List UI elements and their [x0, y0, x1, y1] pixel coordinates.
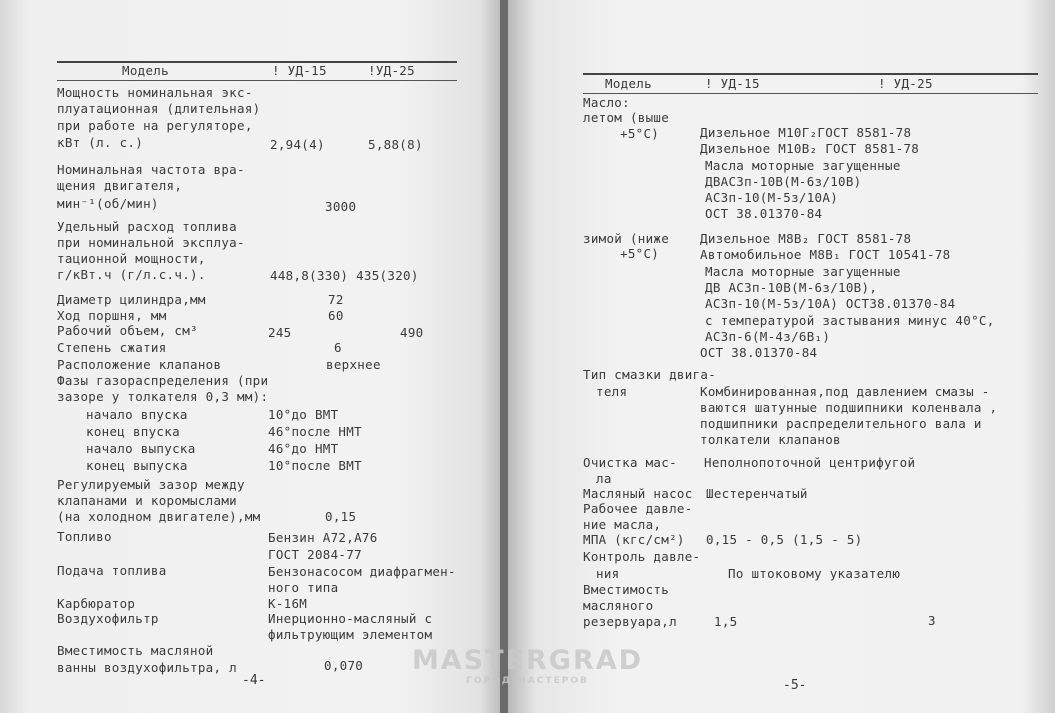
- lube-type-value: Комбинированная,под давлением смазы -: [700, 384, 990, 399]
- header-rule-bottom: [57, 80, 457, 81]
- pressure-control-label: ния: [596, 566, 620, 581]
- watermark-main: MASTERGRAD: [411, 645, 644, 676]
- lube-type-label: теля: [596, 384, 628, 399]
- fuel-value: Бензин А72,А76: [268, 530, 378, 545]
- volume-ud15: 245: [268, 325, 292, 340]
- stroke-label: Ход поршня, мм: [57, 308, 167, 323]
- pressure-control-value: По штоковому указателю: [728, 566, 901, 581]
- tank-label: Вместимость: [583, 582, 670, 597]
- rpm-value: 3000: [325, 199, 357, 214]
- air-filter-value: Инерционно-масляный с: [268, 611, 433, 626]
- winter-oil: АСЗп-10(М-5з/10А) ОСТ38.01370-84: [705, 296, 956, 311]
- intake-close-value: 46°после НМТ: [268, 424, 362, 439]
- volume-label: Рабочий объем, см³: [57, 323, 198, 338]
- volume-ud25: 490: [400, 325, 424, 340]
- oil-pressure-label: Рабочее давле-: [583, 501, 693, 516]
- tank-label: масляного: [583, 598, 654, 613]
- summer-oil: ДВАСЗп-10В(М-6з/10В): [705, 174, 862, 189]
- winter-oil: ДВ АСЗп-10В(М-6з/10В),: [705, 280, 878, 295]
- oil-pressure-label: МПА (кгс/см²): [583, 532, 685, 547]
- power-ud25: 5,88(8): [368, 137, 423, 152]
- power-label: Мощность номинальная экс-: [57, 85, 253, 100]
- clearance-label: (на холодном двигателе),мм: [57, 509, 261, 524]
- fuel-label: Топливо: [57, 529, 112, 544]
- compression-label: Степень сжатия: [57, 340, 167, 355]
- page-number: -5-: [783, 678, 807, 693]
- summer-oil: АСЗп-10(М-5з/10А): [705, 190, 839, 205]
- bore-value: 72: [328, 292, 344, 307]
- fuel-rate-label: г/кВт.ч (г/л.с.ч.).: [57, 267, 206, 282]
- oil-bath-label: Вместимость масляной: [57, 643, 214, 658]
- book-gutter: [500, 0, 508, 713]
- exhaust-open-label: начало выпуска: [86, 441, 196, 456]
- timing-label: зазоре у толкателя 0,3 мм):: [57, 389, 269, 404]
- winter-oil: ОСТ 38.01370-84: [700, 345, 818, 360]
- clearance-value: 0,15: [325, 509, 357, 524]
- exhaust-close-label: конец выпуска: [86, 458, 188, 473]
- compression-value: 6: [334, 340, 342, 355]
- air-filter-label: Воздухофильтр: [57, 611, 159, 626]
- header-ud15: ! УД-15: [272, 63, 327, 78]
- lube-type-value: подшипники распределительного вала и: [700, 416, 982, 431]
- header-ud25: ! УД-25: [878, 76, 933, 91]
- winter-oil: Масла моторные загущенные: [705, 264, 901, 279]
- intake-close-label: конец впуска: [86, 424, 180, 439]
- header-ud25: !УД-25: [368, 63, 415, 78]
- tank-ud15: 1,5: [714, 614, 738, 629]
- timing-label: Фазы газораспределения (при: [57, 373, 269, 388]
- fuel-feed-label: Подача топлива: [57, 563, 167, 578]
- winter-label: +5°С): [620, 246, 660, 261]
- exhaust-open-value: 46°до НМТ: [268, 441, 339, 456]
- rpm-label: Номинальная частота вра-: [57, 162, 245, 177]
- oil-pump-value: Шестеренчатый: [706, 486, 808, 501]
- oil-pressure-label: ние масла,: [583, 517, 662, 532]
- fuel-rate-label: при номинальной эксплуа-: [57, 235, 245, 250]
- power-label: плуатационная (длительная): [57, 101, 261, 116]
- pressure-control-label: Контроль давле-: [583, 549, 701, 564]
- summer-oil: Дизельное М10Г₂ГОСТ 8581-78: [700, 125, 912, 140]
- header-rule-top: [583, 73, 1038, 75]
- bore-label: Диаметр цилиндра,мм: [57, 292, 206, 307]
- winter-oil: Дизельное М8В₂ ГОСТ 8581-78: [700, 231, 912, 246]
- fuel-feed-value: ного типа: [268, 580, 339, 595]
- stroke-value: 60: [328, 308, 344, 323]
- tank-ud25: 3: [928, 613, 936, 628]
- power-label: при работе на регуляторе,: [57, 118, 253, 133]
- oil-clean-value: Неполнопоточной центрифугой: [704, 455, 916, 470]
- air-filter-value: фильтрующим элементом: [268, 627, 433, 642]
- summer-oil: Дизельное М10В₂ ГОСТ 8581-78: [700, 141, 920, 156]
- page-number: -4-: [242, 673, 266, 688]
- power-ud15: 2,94(4): [270, 137, 325, 152]
- rpm-label: мин⁻¹(об/мин): [57, 196, 159, 211]
- header-model: Модель: [605, 76, 652, 91]
- power-label: кВт (л. с.): [57, 135, 144, 150]
- summer-oil: Масла моторные загущенные: [705, 158, 901, 173]
- right-page: [508, 0, 1055, 713]
- oil-pump-label: Масляный насос: [583, 486, 693, 501]
- fuel-feed-value: Бензонасосом диафрагмен-: [268, 564, 456, 579]
- winter-oil: с температурой застывания минус 40°С,: [705, 313, 995, 328]
- intake-open-value: 10°до ВМТ: [268, 407, 339, 422]
- winter-oil: АСЗп-6(М-4з/6В₁): [705, 329, 831, 344]
- watermark-sub: ГОРОД МАСТЕРОВ: [466, 676, 589, 686]
- lube-type-label: Тип смазки двига-: [583, 367, 717, 382]
- header-model: Модель: [122, 63, 169, 78]
- oil-clean-label: ла: [596, 471, 612, 486]
- fuel-rate-label: тационной мощности,: [57, 251, 206, 266]
- header-rule-bottom: [583, 93, 1038, 94]
- oil-bath-label: ванны воздухофильтра, л: [57, 660, 237, 675]
- summer-oil: ОСТ 38.01370-84: [705, 206, 823, 221]
- clearance-label: Регулируемый зазор между: [57, 477, 245, 492]
- exhaust-close-value: 10°после ВМТ: [268, 458, 362, 473]
- summer-label: +5°С): [620, 126, 660, 141]
- lube-type-value: ваются шатунные подшипники коленвала ,: [700, 400, 998, 415]
- left-page: [0, 0, 500, 713]
- rpm-label: щения двигателя,: [57, 178, 183, 193]
- tank-label: резервуара,л: [583, 614, 677, 629]
- fuel-value: ГОСТ 2084-77: [268, 547, 362, 562]
- winter-label: зимой (ниже: [583, 231, 670, 246]
- oil-bath-value: 0,070: [324, 658, 364, 673]
- fuel-rate-label: Удельный расход топлива: [57, 219, 237, 234]
- winter-oil: Автомобильное М8В₁ ГОСТ 10541-78: [700, 247, 951, 262]
- fuel-rate-value: 448,8(330) 435(320): [270, 268, 419, 283]
- oil-label: Масло:: [583, 95, 630, 110]
- lube-type-value: толкатели клапанов: [700, 432, 841, 447]
- carb-value: К-16М: [268, 596, 308, 611]
- intake-open-label: начало впуска: [86, 407, 188, 422]
- header-ud15: ! УД-15: [705, 76, 760, 91]
- oil-clean-label: Очистка мас-: [583, 455, 677, 470]
- carb-label: Карбюратор: [57, 596, 136, 611]
- valves-label: Расположение клапанов: [57, 357, 222, 372]
- clearance-label: клапанами и коромыслами: [57, 493, 237, 508]
- summer-label: летом (выше: [583, 110, 670, 125]
- valves-value: верхнее: [326, 357, 381, 372]
- oil-pressure-value: 0,15 - 0,5 (1,5 - 5): [706, 532, 863, 547]
